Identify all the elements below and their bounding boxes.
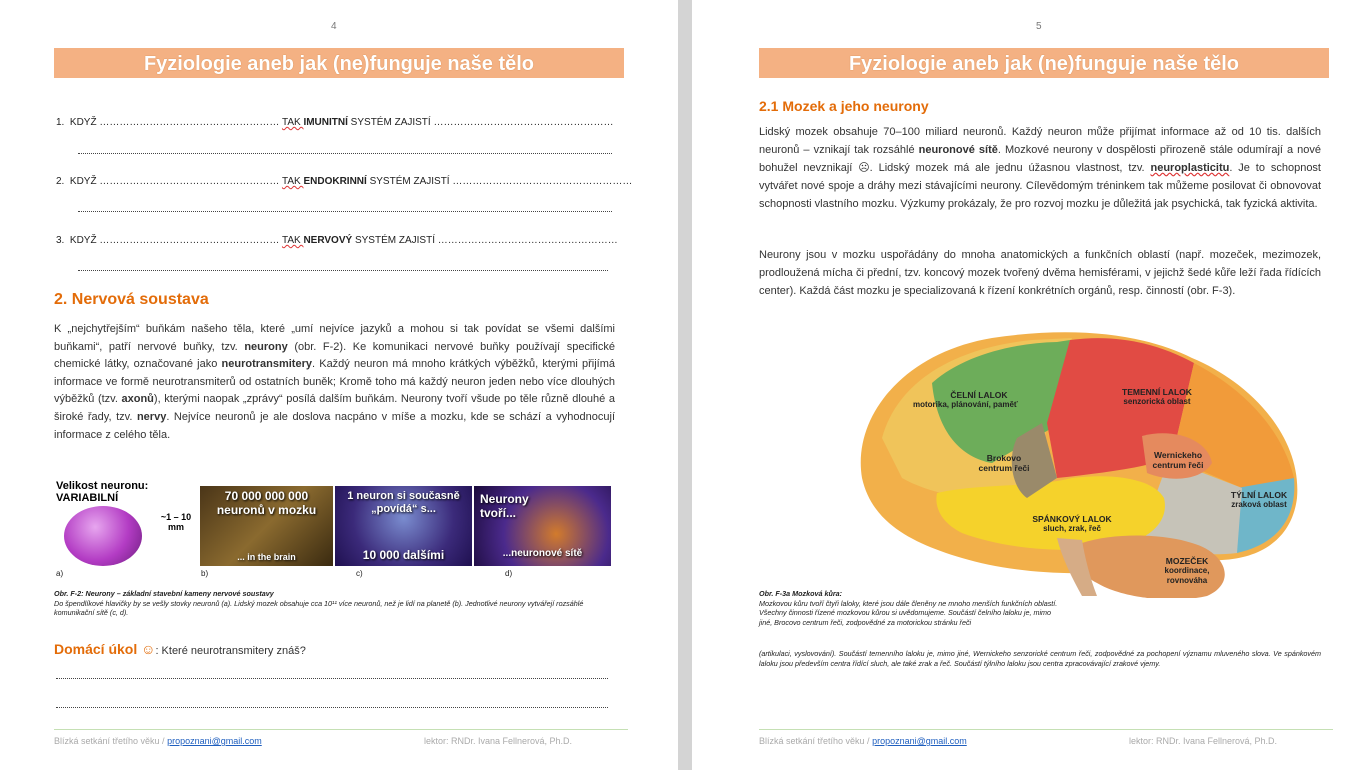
tile-subtext: ...neuronové sítě — [502, 548, 583, 559]
neuron-size-value: ~1 – 10 mm — [160, 512, 192, 532]
tile-text: Neurony tvoří... — [480, 492, 529, 520]
tile-label: c) — [356, 569, 363, 578]
brain-label-title: MOZEČEK — [1165, 556, 1209, 566]
text-run: (obr. F-2). Ke komunikaci nervové buňky používají specifické chemické látky, označované jako — [54, 340, 615, 371]
neuron-count-tile — [200, 486, 333, 566]
caption-title: Obr. F-2: Neurony – základní stavební kameny nervové soustavy — [54, 589, 274, 598]
email-link[interactable]: propoznani@gmail.com — [167, 736, 262, 746]
question-3 — [56, 235, 618, 246]
caption-title: Obr. F-3a Mozková kůra: — [759, 589, 843, 598]
question-start: KDYŽ ……………………………………………… — [69, 117, 280, 128]
question-number: 3. — [56, 235, 65, 246]
page-banner: Fyziologie aneb jak (ne)funguje naše tělo — [54, 48, 624, 78]
homework-question: : Které neurotransmitery znáš? — [155, 645, 306, 657]
pinhead-image — [64, 506, 142, 566]
tile-label: d) — [505, 569, 513, 578]
footer-right: lektor: RNDr. Ivana Fellnerová, Ph.D. — [424, 736, 573, 746]
figure-caption — [54, 589, 616, 618]
text-run: Lidský mozek obsahuje 70–100 miliard neuronů. Každý neuron může přijímat informace až od 10 tis. dalších neuronů – vznikají tak rozsáhlé — [759, 126, 1321, 156]
tile-text: 1 neuron si současně „povídá“ s... — [347, 490, 460, 515]
bold-term: neuronové sítě — [918, 143, 998, 156]
neuron-size-tile — [54, 478, 198, 568]
brain-paragraph-1 — [759, 124, 1321, 214]
text-run: . Každý neuron má mnoho krátkých výběžků, kterými přijímá informace ve formě neurotransmiterů od ostatních buněk; Kromě toho má každý neuron jeden nebo více dlouhých výběžků (tzv. — [54, 358, 615, 406]
question-system: ENDOKRINNÍ — [303, 176, 367, 187]
footer-rule — [759, 729, 1333, 730]
question-start: KDYŽ ……………………………………………… — [69, 235, 280, 246]
question-end: SYSTÉM ZAJISTÍ ……………………………………………… — [352, 235, 618, 246]
answer-line — [78, 211, 612, 212]
tile-label: a) — [56, 569, 64, 578]
brain-label-wernicke: Wernickeho centrum řeči — [1152, 450, 1204, 470]
tile-subtext: ... in the brain — [237, 552, 296, 562]
question-system: IMUNITNÍ — [303, 117, 348, 128]
bold-term: nervy — [136, 410, 167, 423]
question-number: 2. — [56, 176, 65, 187]
section-heading: 2.1 Mozek a jeho neurony — [759, 98, 929, 114]
question-start: KDYŽ ……………………………………………… — [69, 176, 280, 187]
caption-text: Mozkovou kůru tvoří čtyři laloky, které jsou dále členěny ne mnoho menších funkčních oblastí. Všechny činnosti řízené mozkovou kůrou si uvědomujeme. Součástí čelního laloku je, mimo jiné, Brocovo centrum řeči, zodpovědné za motorickou stránku řeči — [759, 598, 1058, 627]
brain-label-title: TÝLNÍ LALOK — [1230, 490, 1288, 500]
text-run: . Je to schopnost vytvářet nové spoje a dráhy mezi stávajícími neurony. Cílevědomým tréninkem tak můžeme posilovat či obnovovat schopnosti vlastního mozku. Výzkumy prokázaly, že pro rozvoj mozku je důležitá jak psychická, tak fyzická aktivita. — [759, 161, 1321, 210]
text-run: K „nejchytřejším“ buňkám našeho těla, které „umí nejvíce jazyků a mohou si tak povídat se všemi dalšími buňkami“, patří nervové buňky, tzv. — [54, 323, 615, 353]
email-link[interactable]: propoznani@gmail.com — [872, 736, 967, 746]
text-run: . Nejvíce neuronů je ale doslova nacpáno v míše a mozku, kde se schází a vyhodnocují informace z celého těla. — [54, 410, 615, 441]
answer-line — [78, 153, 612, 154]
brain-label-sub: koordinace, rovnováha — [1164, 566, 1210, 585]
left-page — [0, 0, 678, 770]
footer-right: lektor: RNDr. Ivana Fellnerová, Ph.D. — [1129, 736, 1278, 746]
footer-rule — [54, 729, 628, 730]
brain-label-broca: Brokovo centrum řeči — [978, 453, 1030, 473]
brain-paragraph-2: Neurony jsou v mozku uspořádány do mnoha anatomických a funkčních oblastí (např. mozeček, mezimozek, prodloužená mícha či přední, tzv. koncový mozek tvořený dvěma hemisférami, v jejichž šedé kůře leží řada řídících center). Každá část mozku je specializovaná k řízení konkrétních orgánů, resp. činností (obr. F-3). — [759, 249, 1321, 297]
bold-term: neurotransmitery — [221, 358, 312, 371]
brain-label-occipital — [1209, 490, 1309, 510]
brain-label-sub: zraková oblast — [1231, 500, 1287, 509]
homework-heading: Domácí úkol ☺ — [54, 641, 156, 657]
answer-line — [56, 707, 608, 708]
question-mid: TAK — [281, 117, 304, 128]
question-mid: TAK — [281, 235, 304, 246]
page-number: 5 — [1036, 21, 1042, 32]
bold-term: axonů — [121, 393, 154, 406]
question-1 — [56, 117, 613, 128]
answer-line — [56, 678, 608, 679]
bold-term: neuroplasticitu — [1150, 161, 1230, 174]
brain-label-cerebellum — [1152, 556, 1222, 586]
right-page — [692, 0, 1365, 770]
neuron-size-title: Velikost neuronu: VARIABILNÍ — [56, 480, 149, 504]
footer-left — [54, 736, 262, 746]
brain-label-title: TEMENNÍ LALOK — [1122, 387, 1192, 397]
intro-paragraph — [54, 321, 615, 444]
brain-label-title: SPÁNKOVÝ LALOK — [1032, 514, 1112, 524]
question-end: SYSTÉM ZAJISTÍ ……………………………………………… — [366, 176, 633, 187]
brain-label-sub: motorika, plánování, paměť — [913, 400, 1018, 409]
caption-text: Do špendlíkové hlavičky by se vešly stovky neuronů (a). Lidský mozek obsahuje cca 10¹¹ více neuronů, než je lidí na planetě (b). Jednotlivé neurony vytvářejí rozsáhlé komunikační sítě (c, d). — [54, 598, 584, 618]
question-mid: TAK — [281, 176, 304, 187]
bold-term: neurony — [244, 340, 288, 353]
brain-label-title: ČELNÍ LALOK — [950, 390, 1008, 400]
homework — [54, 641, 306, 657]
tile-label: b) — [201, 569, 209, 578]
tile-text: 70 000 000 000 neuronů v mozku — [216, 489, 317, 517]
footer-text: Blízká setkání třetího věku / — [759, 736, 873, 746]
page-number: 4 — [331, 21, 337, 32]
brain-label-parietal — [1097, 387, 1217, 407]
figure-caption-cont: (artikulaci, vyslovování). Součástí temenního laloku je, mimo jiné, Wernickeho senzorické centrum řeči, zodpovědné za pochopení významu mluveného slova. Ve spánkovém laloku jsou především centra řídící sluch, ale také zrak a řeč. Součástí týlního laloku jsou centra zpracovávající zrakové vjemy. — [759, 649, 1321, 668]
brain-label-frontal — [913, 390, 1025, 410]
question-end: SYSTÉM ZAJISTÍ ……………………………………………… — [347, 117, 614, 128]
footer-text: Blízká setkání třetího věku / — [54, 736, 168, 746]
footer-left — [759, 736, 967, 746]
figure-caption — [759, 589, 1059, 627]
brain-label-sub: sluch, zrak, řeč — [1043, 524, 1101, 533]
question-2 — [56, 176, 632, 187]
question-system: NERVOVÝ — [303, 235, 353, 246]
brain-label-temporal — [1017, 514, 1127, 534]
text-run: . Mozkové neurony v dospělosti přirozeně stále odumírají a nové bohužel nevznikají ☹. Lidský mozek má ale jednu úžasnou vlastnost, tzv. — [759, 143, 1321, 174]
brain-label-sub: senzorická oblast — [1123, 397, 1191, 406]
page-banner: Fyziologie aneb jak (ne)funguje naše tělo — [759, 48, 1329, 78]
tile-subtext: 10 000 dalšími — [362, 548, 445, 562]
brain-illustration — [842, 328, 1317, 598]
neuron-talk-tile — [335, 486, 472, 566]
question-number: 1. — [56, 117, 65, 128]
neural-network-tile — [474, 486, 611, 566]
section-heading: 2. Nervová soustava — [54, 291, 209, 308]
answer-line — [78, 270, 608, 271]
text-run: ), kterými naopak „zprávy“ posílá dalším buňkám. Neurony tvoří všude po těle různě dlouhé a široké řady, tzv. — [54, 393, 615, 423]
